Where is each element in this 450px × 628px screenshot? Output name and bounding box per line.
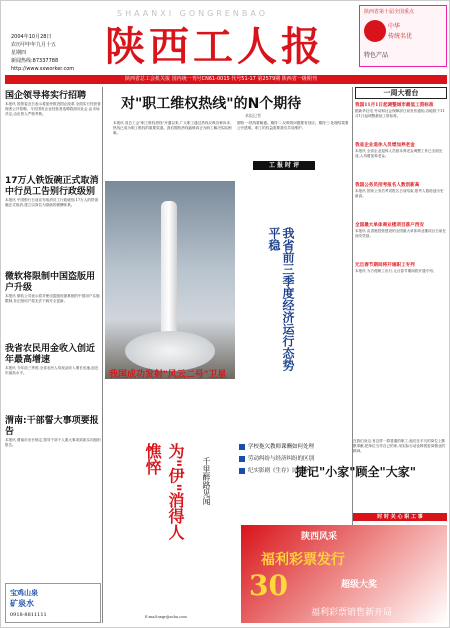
ad-slogan: 超级大奖: [341, 580, 378, 590]
commentary-tag: 工 报 时 评: [253, 161, 315, 170]
list-item-title[interactable]: 我国公务员招考报名人数创新高: [355, 183, 420, 188]
column-body: 在我们身边,有这样一群普通的职工,他们在平凡的岗位上默默奉献,把单位当作自己的家,用实际行动诠释着爱岗敬业的精神。: [353, 439, 446, 453]
left-ad-slogan: 矿泉水: [10, 598, 34, 608]
brand-mark-icon: [364, 20, 386, 42]
ad-number: 30: [249, 569, 288, 602]
list-item-text: 本报讯 全省企业退休人员基本养老金调整工作已全面完成,人均增加养老金。: [355, 149, 443, 158]
newspaper-logo: 陕西工人报: [105, 23, 325, 70]
article-body: 本报讯 中国银行日前宣布取消员工行政级别,17万人的铁饭碗正式取消,建立以岗位为基础的薪酬体系。: [5, 198, 99, 207]
article-title[interactable]: 微软将限制中国盗版用户升级: [5, 272, 96, 293]
top-ad-line2: 传统名优: [388, 33, 413, 40]
article-body: 本报讯 渭南市出台规定,领导干部个人重大事项须如实向组织报告。: [5, 438, 101, 447]
list-item-text: 本报讯 为方便职工出行,元旦春节期间将开通专列。: [355, 269, 437, 273]
related-link[interactable]: 纪实影剧《生存》民工打拼: [239, 465, 349, 477]
news-phone: 新闻热线:87337788: [11, 58, 59, 64]
related-link[interactable]: 学校拖欠教师课酬如何处理: [239, 441, 349, 453]
lead-article-body: 期待一:热线要畅通。期待二:反映的问题要有回应。期待三:处理结果要公开透明。职工的权益需要我们共同维护。: [237, 121, 349, 130]
list-item-text: 本报讯 由香港投资建设的全国最大单体商业楼项目日前在西安奠基。: [355, 229, 446, 238]
lead-article-body: 本报讯 省总工会"职工维权热线"开通以来,广大职工通过热线反映各种诉求,热线已成为职工维权的重要渠道。我们期待热线能够真正为职工解决实际困难。: [113, 121, 232, 135]
ad-line: 福利彩票销售新开局: [311, 608, 393, 618]
ad-headline: 福利彩票发行: [261, 552, 345, 568]
left-advertisement[interactable]: [5, 583, 101, 623]
article-title[interactable]: 国企领导将实行招聘: [5, 91, 87, 101]
weekly-review-header: 一周大看台: [355, 87, 447, 99]
contact-email[interactable]: E-mail:sxgr@sohu.com: [145, 615, 187, 619]
top-ad-title: 陕西省第十届全国重点: [364, 9, 415, 15]
bullet-icon: [239, 456, 245, 462]
related-link[interactable]: 劳动纠纷与经济纠纷的区别: [239, 453, 349, 465]
weekday: 星期四: [11, 50, 27, 56]
list-item-title[interactable]: 全国最大单体商业楼项目落户西安: [355, 223, 424, 228]
list-item-title[interactable]: 元旦春节期间将开通职工专列: [355, 263, 415, 268]
list-item-text: 据新华社电 劳动和社会保障部日前发布通知,各地将于11月1日起调整最低工资标准。: [355, 109, 445, 118]
list-item-text: 本报讯 国家公务员考试报名日前结束,报考人数再创历史新高。: [355, 189, 444, 198]
left-ad-brand: 宝鸡山泉: [10, 588, 38, 597]
rocket-launch-photo[interactable]: [105, 181, 235, 379]
article-title[interactable]: 渭南:干部誓大事项要报告: [5, 416, 99, 437]
issue-date: 2004年10月28日: [11, 34, 52, 40]
smoke-cloud: [125, 331, 215, 371]
column-headline[interactable]: 捷记"小家"顾全"大家": [295, 465, 417, 479]
photo-caption: 我国成功发射"风云二号"卫星: [109, 370, 227, 380]
list-item-title[interactable]: 我省企业退休人员增加养老金: [355, 143, 415, 148]
feature-headline[interactable]: 为"伊"消得人憔悴: [143, 443, 185, 540]
logo-english: SHAANXI GONGRENBAO: [117, 9, 269, 18]
article-title[interactable]: 我省农民用金收入创近年最高增速: [5, 344, 96, 365]
website-link[interactable]: http://www.sxworker.com: [11, 66, 75, 72]
top-ad-line3: 特色产品: [364, 52, 389, 59]
issue-meta: [11, 33, 101, 73]
feature-subtitle: 千里醉路见闻: [202, 457, 211, 505]
article-body: 本报讯 国资委近日表示将加快推进国企改革,全面实行经营管理者公开招聘。今后国有企业经营者选聘将面向社会,由市场决定,由出资人严格考核。: [5, 102, 101, 116]
rocket-icon: [161, 201, 177, 351]
lottery-advertisement[interactable]: [241, 525, 447, 623]
lead-headline[interactable]: 对"职工维权热线"的N个期待: [121, 96, 302, 112]
column-divider: [102, 87, 103, 623]
left-column: [5, 87, 101, 623]
weekly-review-list: [355, 103, 447, 303]
masthead: [5, 5, 447, 75]
article-body: 本报讯 今年前三季度,全省农民人均现金收入增长迅速,创近年最高水平。: [5, 366, 99, 375]
economy-headline-box[interactable]: [267, 227, 351, 377]
lunar-date: 农历甲申年九月十五: [11, 42, 57, 48]
top-advertisement[interactable]: [359, 5, 447, 67]
left-ad-phone: 0918-8811111: [10, 612, 47, 618]
ad-brand: 陕西风采: [301, 532, 338, 542]
column-footer-tag: 时 时 关 心 职 工 事: [353, 513, 447, 521]
article-title[interactable]: 17万人铁饭碗正式取消 中行员工告别行政级别: [5, 176, 99, 197]
economy-headline: 我省前三季度经济运行态势平稳: [267, 227, 295, 371]
bullet-icon: [239, 444, 245, 450]
top-ad-line1: 中华: [388, 23, 401, 30]
byline: 本报记者: [245, 113, 261, 118]
bullet-icon: [239, 468, 245, 474]
publication-info-bar: 陕西省总工会机关报 国内统一刊号CN61-0015 代号51-17 第2579期 陕西省一级期刊: [5, 75, 447, 84]
list-item-title[interactable]: 我国11月1日起调整城市最低工资标准: [355, 103, 434, 108]
article-body: 本报讯 微软公司表示将对使用盗版视窗系统的中国用户实施限制,非正版用户将无法下载安全更新。: [5, 294, 100, 303]
